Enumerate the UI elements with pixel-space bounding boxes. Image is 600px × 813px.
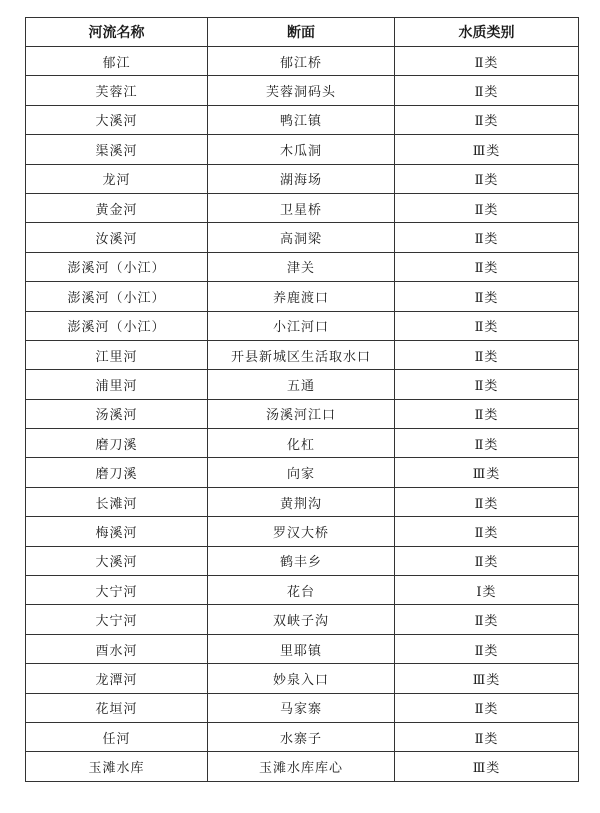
cell-river-name: 磨刀溪 xyxy=(26,458,208,487)
cell-river-name: 玉滩水库 xyxy=(26,752,208,781)
cell-section: 汤溪河江口 xyxy=(208,399,395,428)
cell-section: 双峡子沟 xyxy=(208,605,395,634)
table-row xyxy=(26,399,579,428)
cell-river-name: 澎溪河（小江） xyxy=(26,311,208,340)
table-row xyxy=(26,47,579,76)
table-row xyxy=(26,135,579,164)
table-row xyxy=(26,252,579,281)
table-row xyxy=(26,429,579,458)
cell-water-quality-class: Ⅱ类 xyxy=(395,487,579,516)
cell-section: 向家 xyxy=(208,458,395,487)
cell-section: 卫星桥 xyxy=(208,193,395,222)
cell-section: 花台 xyxy=(208,576,395,605)
cell-section: 湖海场 xyxy=(208,164,395,193)
cell-section: 养鹿渡口 xyxy=(208,282,395,311)
table-row xyxy=(26,340,579,369)
cell-river-name: 梅溪河 xyxy=(26,517,208,546)
cell-water-quality-class: Ⅲ类 xyxy=(395,664,579,693)
cell-river-name: 磨刀溪 xyxy=(26,429,208,458)
table-row xyxy=(26,105,579,134)
cell-section: 木瓜洞 xyxy=(208,135,395,164)
cell-section: 郁江桥 xyxy=(208,47,395,76)
cell-section: 五通 xyxy=(208,370,395,399)
cell-water-quality-class: Ⅱ类 xyxy=(395,517,579,546)
cell-water-quality-class: Ⅱ类 xyxy=(395,193,579,222)
cell-river-name: 郁江 xyxy=(26,47,208,76)
cell-water-quality-class: Ⅱ类 xyxy=(395,634,579,663)
cell-section: 妙泉入口 xyxy=(208,664,395,693)
table-row xyxy=(26,282,579,311)
cell-section: 里耶镇 xyxy=(208,634,395,663)
cell-water-quality-class: Ⅲ类 xyxy=(395,135,579,164)
cell-section: 津关 xyxy=(208,252,395,281)
cell-river-name: 龙潭河 xyxy=(26,664,208,693)
cell-water-quality-class: Ⅲ类 xyxy=(395,458,579,487)
cell-river-name: 汝溪河 xyxy=(26,223,208,252)
table-row xyxy=(26,634,579,663)
cell-water-quality-class: Ⅱ类 xyxy=(395,47,579,76)
cell-water-quality-class: Ⅱ类 xyxy=(395,282,579,311)
water-quality-table xyxy=(25,17,579,782)
cell-section: 小江河口 xyxy=(208,311,395,340)
cell-river-name: 大宁河 xyxy=(26,576,208,605)
table-row xyxy=(26,487,579,516)
cell-water-quality-class: Ⅱ类 xyxy=(395,370,579,399)
cell-water-quality-class: Ⅱ类 xyxy=(395,399,579,428)
cell-river-name: 任河 xyxy=(26,722,208,751)
table-row xyxy=(26,458,579,487)
cell-river-name: 大溪河 xyxy=(26,546,208,575)
cell-water-quality-class: Ⅱ类 xyxy=(395,105,579,134)
cell-river-name: 龙河 xyxy=(26,164,208,193)
cell-river-name: 花垣河 xyxy=(26,693,208,722)
cell-water-quality-class: Ⅱ类 xyxy=(395,605,579,634)
table-row xyxy=(26,605,579,634)
table-row xyxy=(26,164,579,193)
cell-water-quality-class: Ⅰ类 xyxy=(395,576,579,605)
cell-river-name: 汤溪河 xyxy=(26,399,208,428)
table-row xyxy=(26,664,579,693)
cell-river-name: 长滩河 xyxy=(26,487,208,516)
cell-water-quality-class: Ⅱ类 xyxy=(395,76,579,105)
cell-river-name: 澎溪河（小江） xyxy=(26,252,208,281)
cell-river-name: 芙蓉江 xyxy=(26,76,208,105)
table-row xyxy=(26,693,579,722)
table-row xyxy=(26,546,579,575)
cell-river-name: 澎溪河（小江） xyxy=(26,282,208,311)
cell-section: 水寨子 xyxy=(208,722,395,751)
cell-section: 鸭江镇 xyxy=(208,105,395,134)
cell-river-name: 浦里河 xyxy=(26,370,208,399)
table-row xyxy=(26,517,579,546)
table-row xyxy=(26,752,579,781)
cell-section: 芙蓉洞码头 xyxy=(208,76,395,105)
cell-section: 高洞梁 xyxy=(208,223,395,252)
table-row xyxy=(26,311,579,340)
cell-water-quality-class: Ⅱ类 xyxy=(395,164,579,193)
cell-water-quality-class: Ⅱ类 xyxy=(395,429,579,458)
table-row xyxy=(26,193,579,222)
cell-river-name: 大宁河 xyxy=(26,605,208,634)
table-body xyxy=(26,47,579,782)
table-row xyxy=(26,576,579,605)
cell-water-quality-class: Ⅱ类 xyxy=(395,340,579,369)
cell-water-quality-class: Ⅱ类 xyxy=(395,722,579,751)
table-row xyxy=(26,76,579,105)
cell-section: 玉滩水库库心 xyxy=(208,752,395,781)
cell-water-quality-class: Ⅱ类 xyxy=(395,693,579,722)
header-river-name: 河流名称 xyxy=(26,18,208,47)
cell-section: 鹤丰乡 xyxy=(208,546,395,575)
cell-water-quality-class: Ⅱ类 xyxy=(395,311,579,340)
cell-section: 马家寨 xyxy=(208,693,395,722)
table-row xyxy=(26,223,579,252)
cell-water-quality-class: Ⅱ类 xyxy=(395,546,579,575)
table-row xyxy=(26,722,579,751)
cell-section: 黄荆沟 xyxy=(208,487,395,516)
cell-water-quality-class: Ⅱ类 xyxy=(395,252,579,281)
header-water-quality-class: 水质类别 xyxy=(395,18,579,47)
header-section: 断面 xyxy=(208,18,395,47)
cell-water-quality-class: Ⅱ类 xyxy=(395,223,579,252)
header-row xyxy=(26,18,579,47)
cell-river-name: 酉水河 xyxy=(26,634,208,663)
cell-river-name: 江里河 xyxy=(26,340,208,369)
cell-river-name: 黄金河 xyxy=(26,193,208,222)
cell-river-name: 渠溪河 xyxy=(26,135,208,164)
cell-section: 开县新城区生活取水口 xyxy=(208,340,395,369)
cell-river-name: 大溪河 xyxy=(26,105,208,134)
cell-section: 罗汉大桥 xyxy=(208,517,395,546)
table-row xyxy=(26,370,579,399)
cell-water-quality-class: Ⅲ类 xyxy=(395,752,579,781)
table-header xyxy=(26,18,579,47)
cell-section: 化杠 xyxy=(208,429,395,458)
